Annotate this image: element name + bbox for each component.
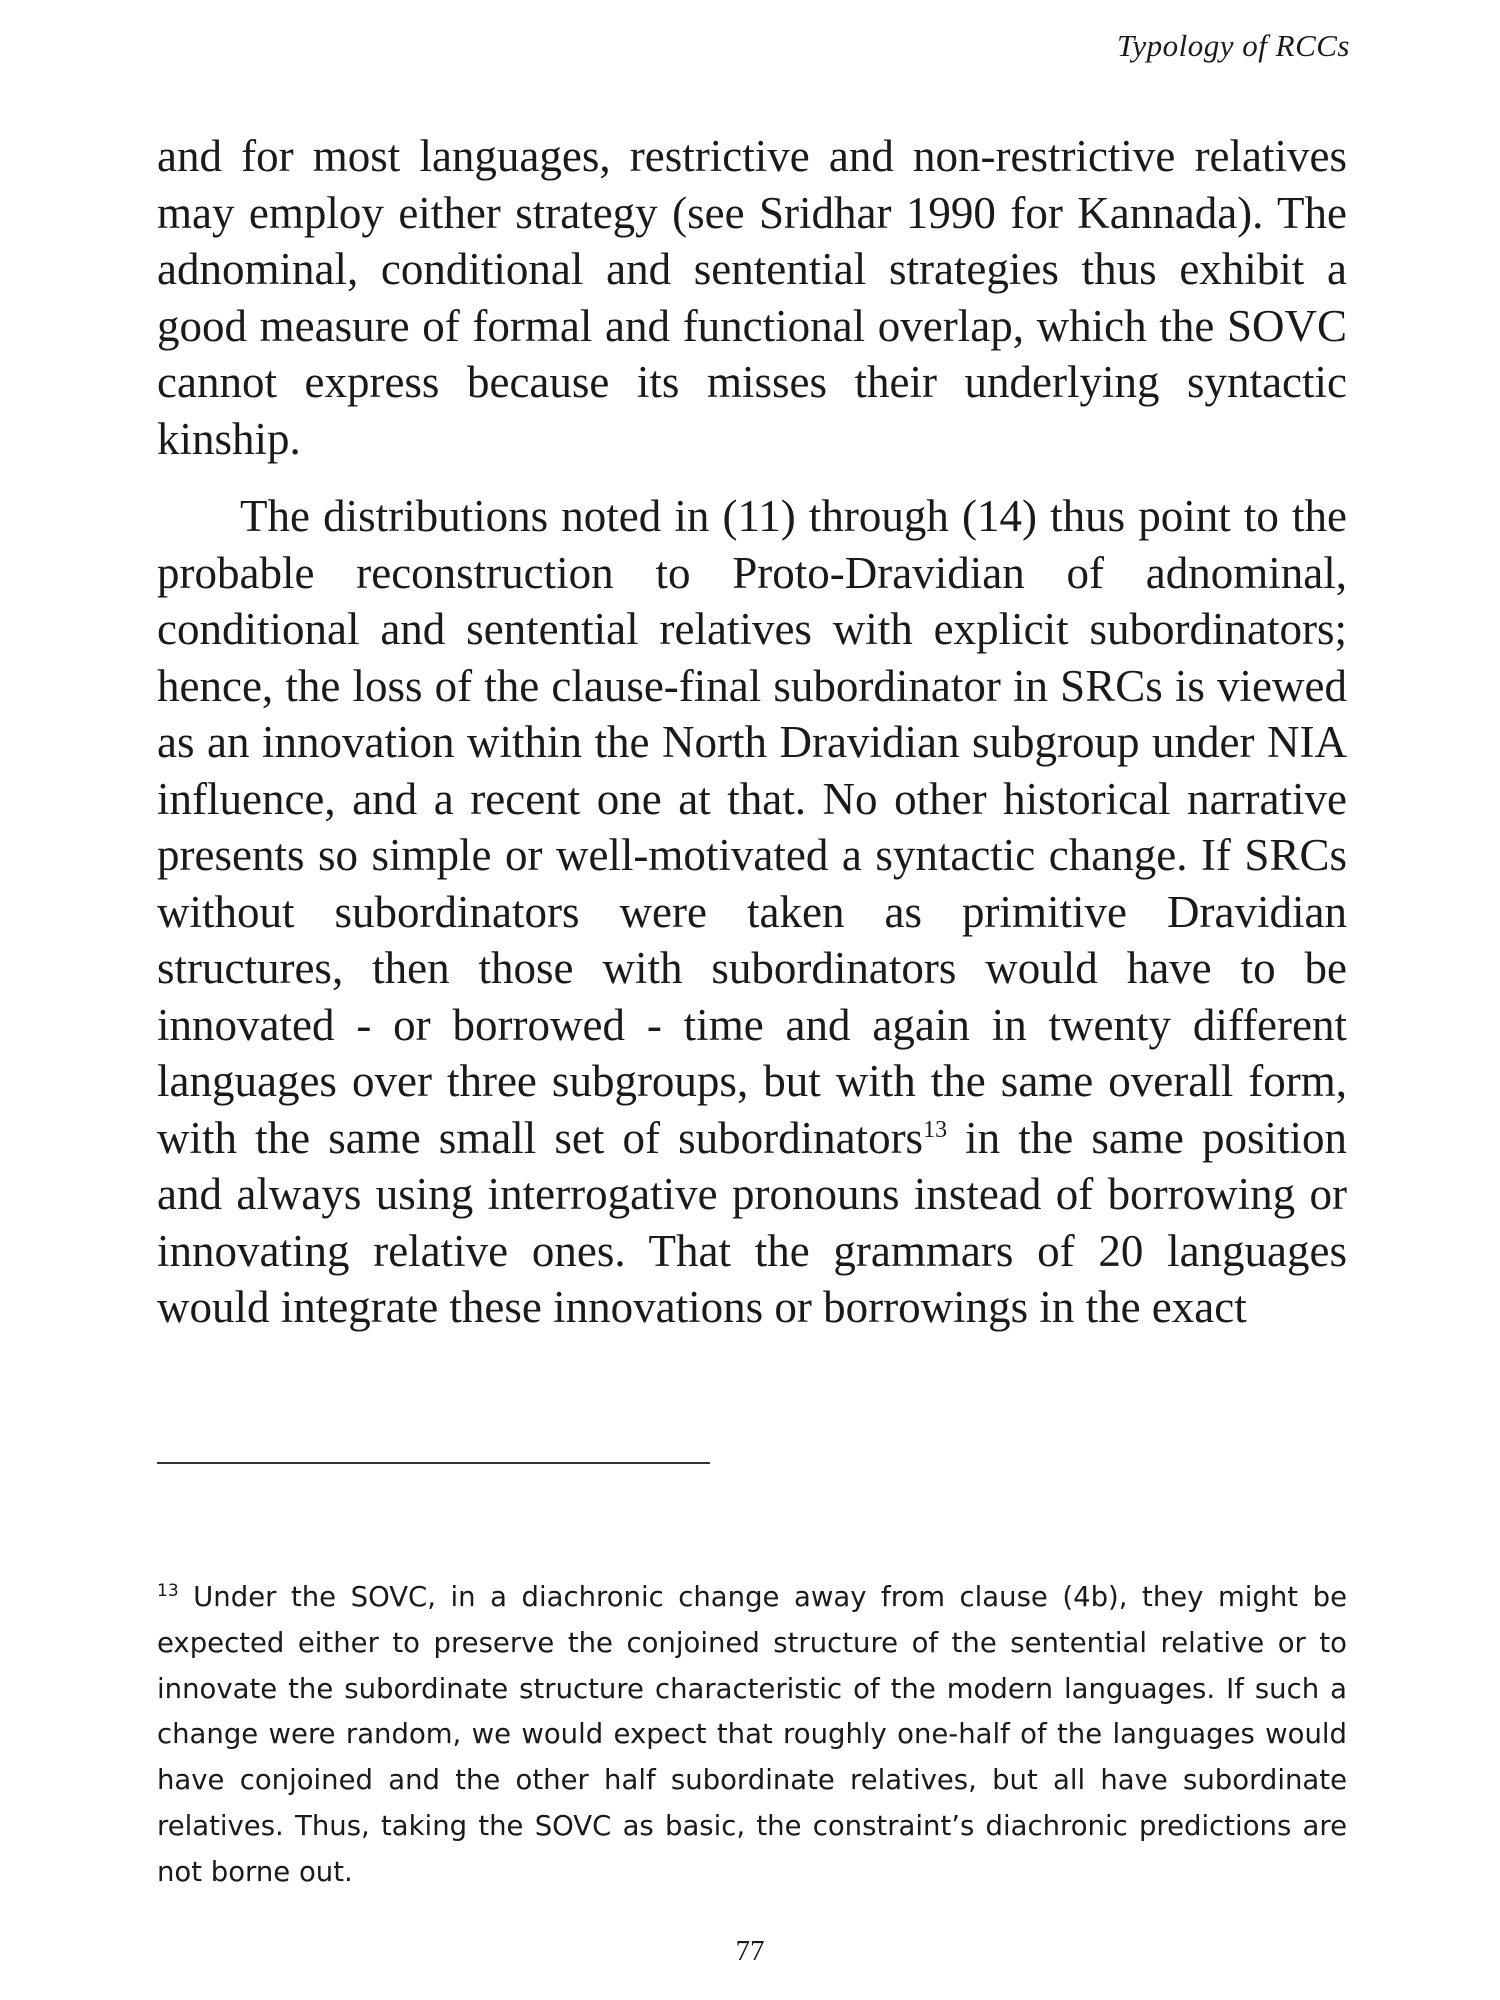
main-text [157,128,1347,1336]
paragraph-2-text-a: The distributions noted in (11) through (14) thus point to the probable reconstruction to Proto-Dravidian of adnominal, conditional and sentential relatives with explicit subordinators; hence, the loss of the clause-final subordinator in SRCs is viewed as an innovation within the North Dravidian subgroup under NIA influence, and a recent one at that. No other historical narrative presents so simple or well-motivated a syntactic change. If SRCs without subordinators were taken as primitive Dravidian structures, then those with subordinators would have to be innovated - or borrowed - time and again in twenty different languages over three subgroups, but with the same overall form, with the same small set of subordinators [157,491,1347,1163]
footnote-marker: 13 [157,1580,179,1601]
running-head: Typology of RCCs [1116,28,1350,63]
footnote-divider [157,1462,710,1464]
paragraph-2-text-b: in the same position and always using interrogative pronouns instead of borrowing or innovating relative ones. That the grammars of 20 languages would integrate these innovations or borrowings in the exact [157,1112,1347,1332]
paragraph-2 [157,488,1347,1336]
footnote [157,1575,1347,1896]
footnote-reference[interactable]: 13 [923,1116,948,1143]
paragraph-1: and for most languages, restrictive and non-restrictive relatives may employ either strategy (see Sridhar 1990 for Kannada). The adnominal, conditional and sentential strategies thus exhibit a good measure of formal and functional overlap, which the SOVC cannot express because its misses their underlying syntactic kinship. [157,131,1347,464]
page-number: 77 [735,1935,765,1967]
footnote-text: Under the SOVC, in a diachronic change away from clause (4b), they might be expected either to preserve the conjoined structure of the sentential relative or to innovate the subordinate structure characteristic of the modern languages. If such a change were random, we would expect that roughly one-half of the languages would have conjoined and the other half subordinate relatives, but all have subordinate relatives. Thus, taking the SOVC as basic, the constraint’s diachronic predictions are not borne out. [157,1581,1347,1888]
